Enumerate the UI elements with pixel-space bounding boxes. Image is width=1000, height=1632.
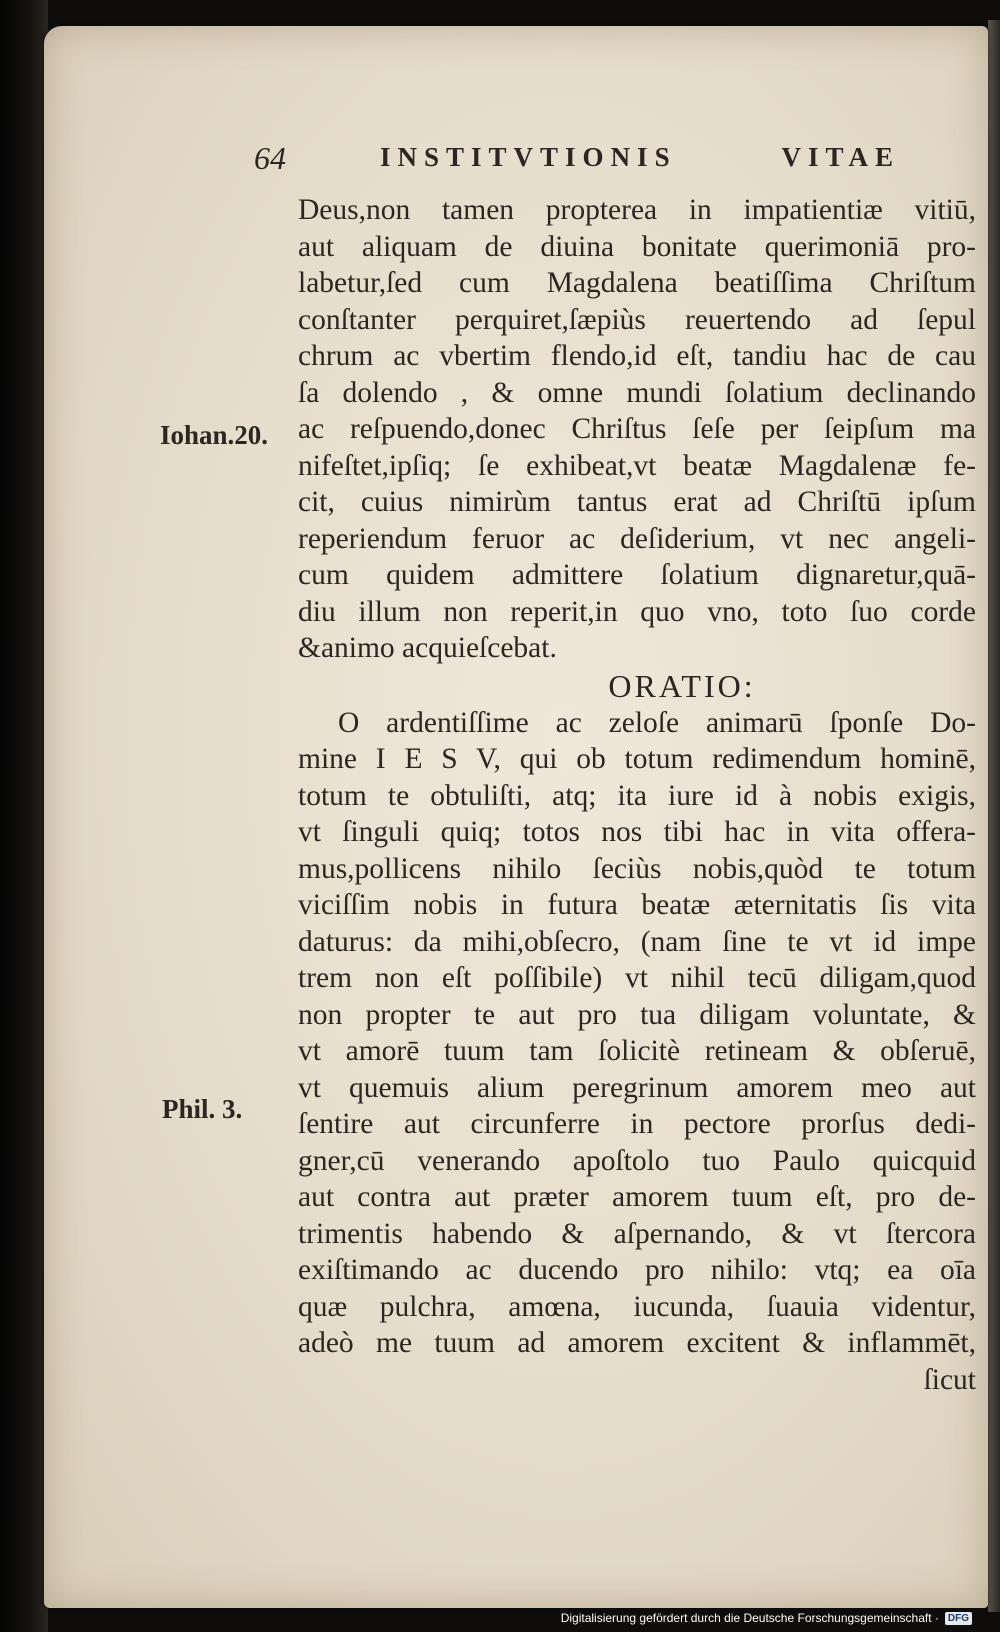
running-head-right: VITAE — [781, 142, 900, 172]
text-line: diu illum non reperit,in quo vno, toto ſuo corde — [298, 595, 976, 628]
text-line: cit, cuius nimirùm tantus erat ad Chriſtū ipſum — [298, 486, 976, 518]
text-line: O ardentiſſime ac zeloſe animarū ſponſe Do- — [338, 706, 976, 739]
text-block — [298, 192, 976, 1398]
text-line: conſtanter perquiret,ſæpiùs reuertendo ad ſepul — [298, 303, 976, 336]
prayer-heading: ORATIO: — [608, 667, 756, 704]
text-line: vt ſinguli quiq; totos nos tibi hac in vita offera- — [298, 816, 976, 848]
text-line: adeò me tuum ad amorem excitent & inflammēt, — [298, 1327, 976, 1359]
text-line: non propter te aut pro tua diligam voluntate, & — [298, 998, 976, 1031]
margin-note-iohan: Iohan.20. — [160, 420, 269, 450]
text-line: daturus: da mihi,obſecro, (nam ſine te vt id impe — [298, 925, 976, 958]
dfg-logo: DFG — [945, 1612, 972, 1625]
text-line: totum te obtuliſti, atq; ita iure id à nobis exigis, — [298, 779, 976, 812]
text-line: mus,pollicens nihilo ſeciùs nobis,quòd te totum — [298, 852, 976, 885]
text-line: vt quemuis alium peregrinum amorem meo aut — [298, 1071, 976, 1104]
text-line: quæ pulchra, amœna, iucunda, ſuauia videntur, — [298, 1290, 976, 1323]
text-line: labetur,ſed cum Magdalena beatiſſima Chriſtum — [298, 267, 976, 299]
catchword: ſicut — [923, 1363, 976, 1396]
digitization-footer — [561, 1608, 972, 1628]
text-line: nifeſtet,ipſiq; ſe exhibeat,vt beatæ Magdalenæ fe- — [298, 449, 976, 482]
text-line: chrum ac vbertim flendo,id eſt, tandiu hac de cau — [298, 340, 976, 372]
text-line: ſa dolendo , & omne mundi ſolatium declinando — [298, 376, 976, 409]
text-line: viciſſim nobis in futura beatæ æternitatis ſis vita — [298, 889, 976, 921]
page-edge — [988, 20, 1000, 1612]
margin-note-phil: Phil. 3. — [162, 1094, 243, 1124]
text-line: trimentis habendo & aſpernando, & vt ſtercora — [298, 1217, 976, 1250]
page-number: 64 — [254, 140, 286, 176]
text-line: aut contra aut præter amorem tuum eſt, pro de- — [298, 1181, 976, 1213]
book-gutter-shadow — [0, 0, 48, 1632]
text-line: ſentire aut circunferre in pectore prorſus dedi- — [298, 1108, 976, 1140]
footer-text: Digitalisierung gefördert durch die Deutsche Forschungsgemeinschaft · — [560, 1611, 939, 1625]
text-line: &animo acquieſcebat. — [298, 632, 557, 664]
text-line: exiſtimando ac ducendo pro nihilo: vtq; ea oīa — [298, 1254, 976, 1286]
text-line: mine I E S V, qui ob totum redimendum hominē, — [298, 743, 976, 775]
text-line: Deus,non tamen propterea in impatientiæ vitiū, — [298, 194, 976, 226]
text-line: vt amorē tuum tam ſolicitè retineam & obſeruē, — [298, 1035, 976, 1067]
running-head — [380, 142, 900, 173]
text-line: ac reſpuendo,donec Chriſtus ſeſe per ſeipſum ma — [298, 413, 976, 445]
text-line: aut aliquam de diuina bonitate querimoniā pro- — [298, 230, 976, 263]
body-paragraph — [298, 192, 976, 667]
prayer-paragraph — [298, 705, 976, 1362]
text-line: gner,cū venerando apoſtolo tuo Paulo quicquid — [298, 1144, 976, 1177]
text-line: cum quidem admittere ſolatium dignaretur,quā- — [298, 559, 976, 591]
running-head-left: INSTITVTIONIS — [380, 142, 677, 172]
text-line: reperiendum feruor ac deſiderium, vt nec angeli- — [298, 522, 976, 555]
text-line: trem non eſt poſſibile) vt nihil tecū diligam,quod — [298, 962, 976, 994]
